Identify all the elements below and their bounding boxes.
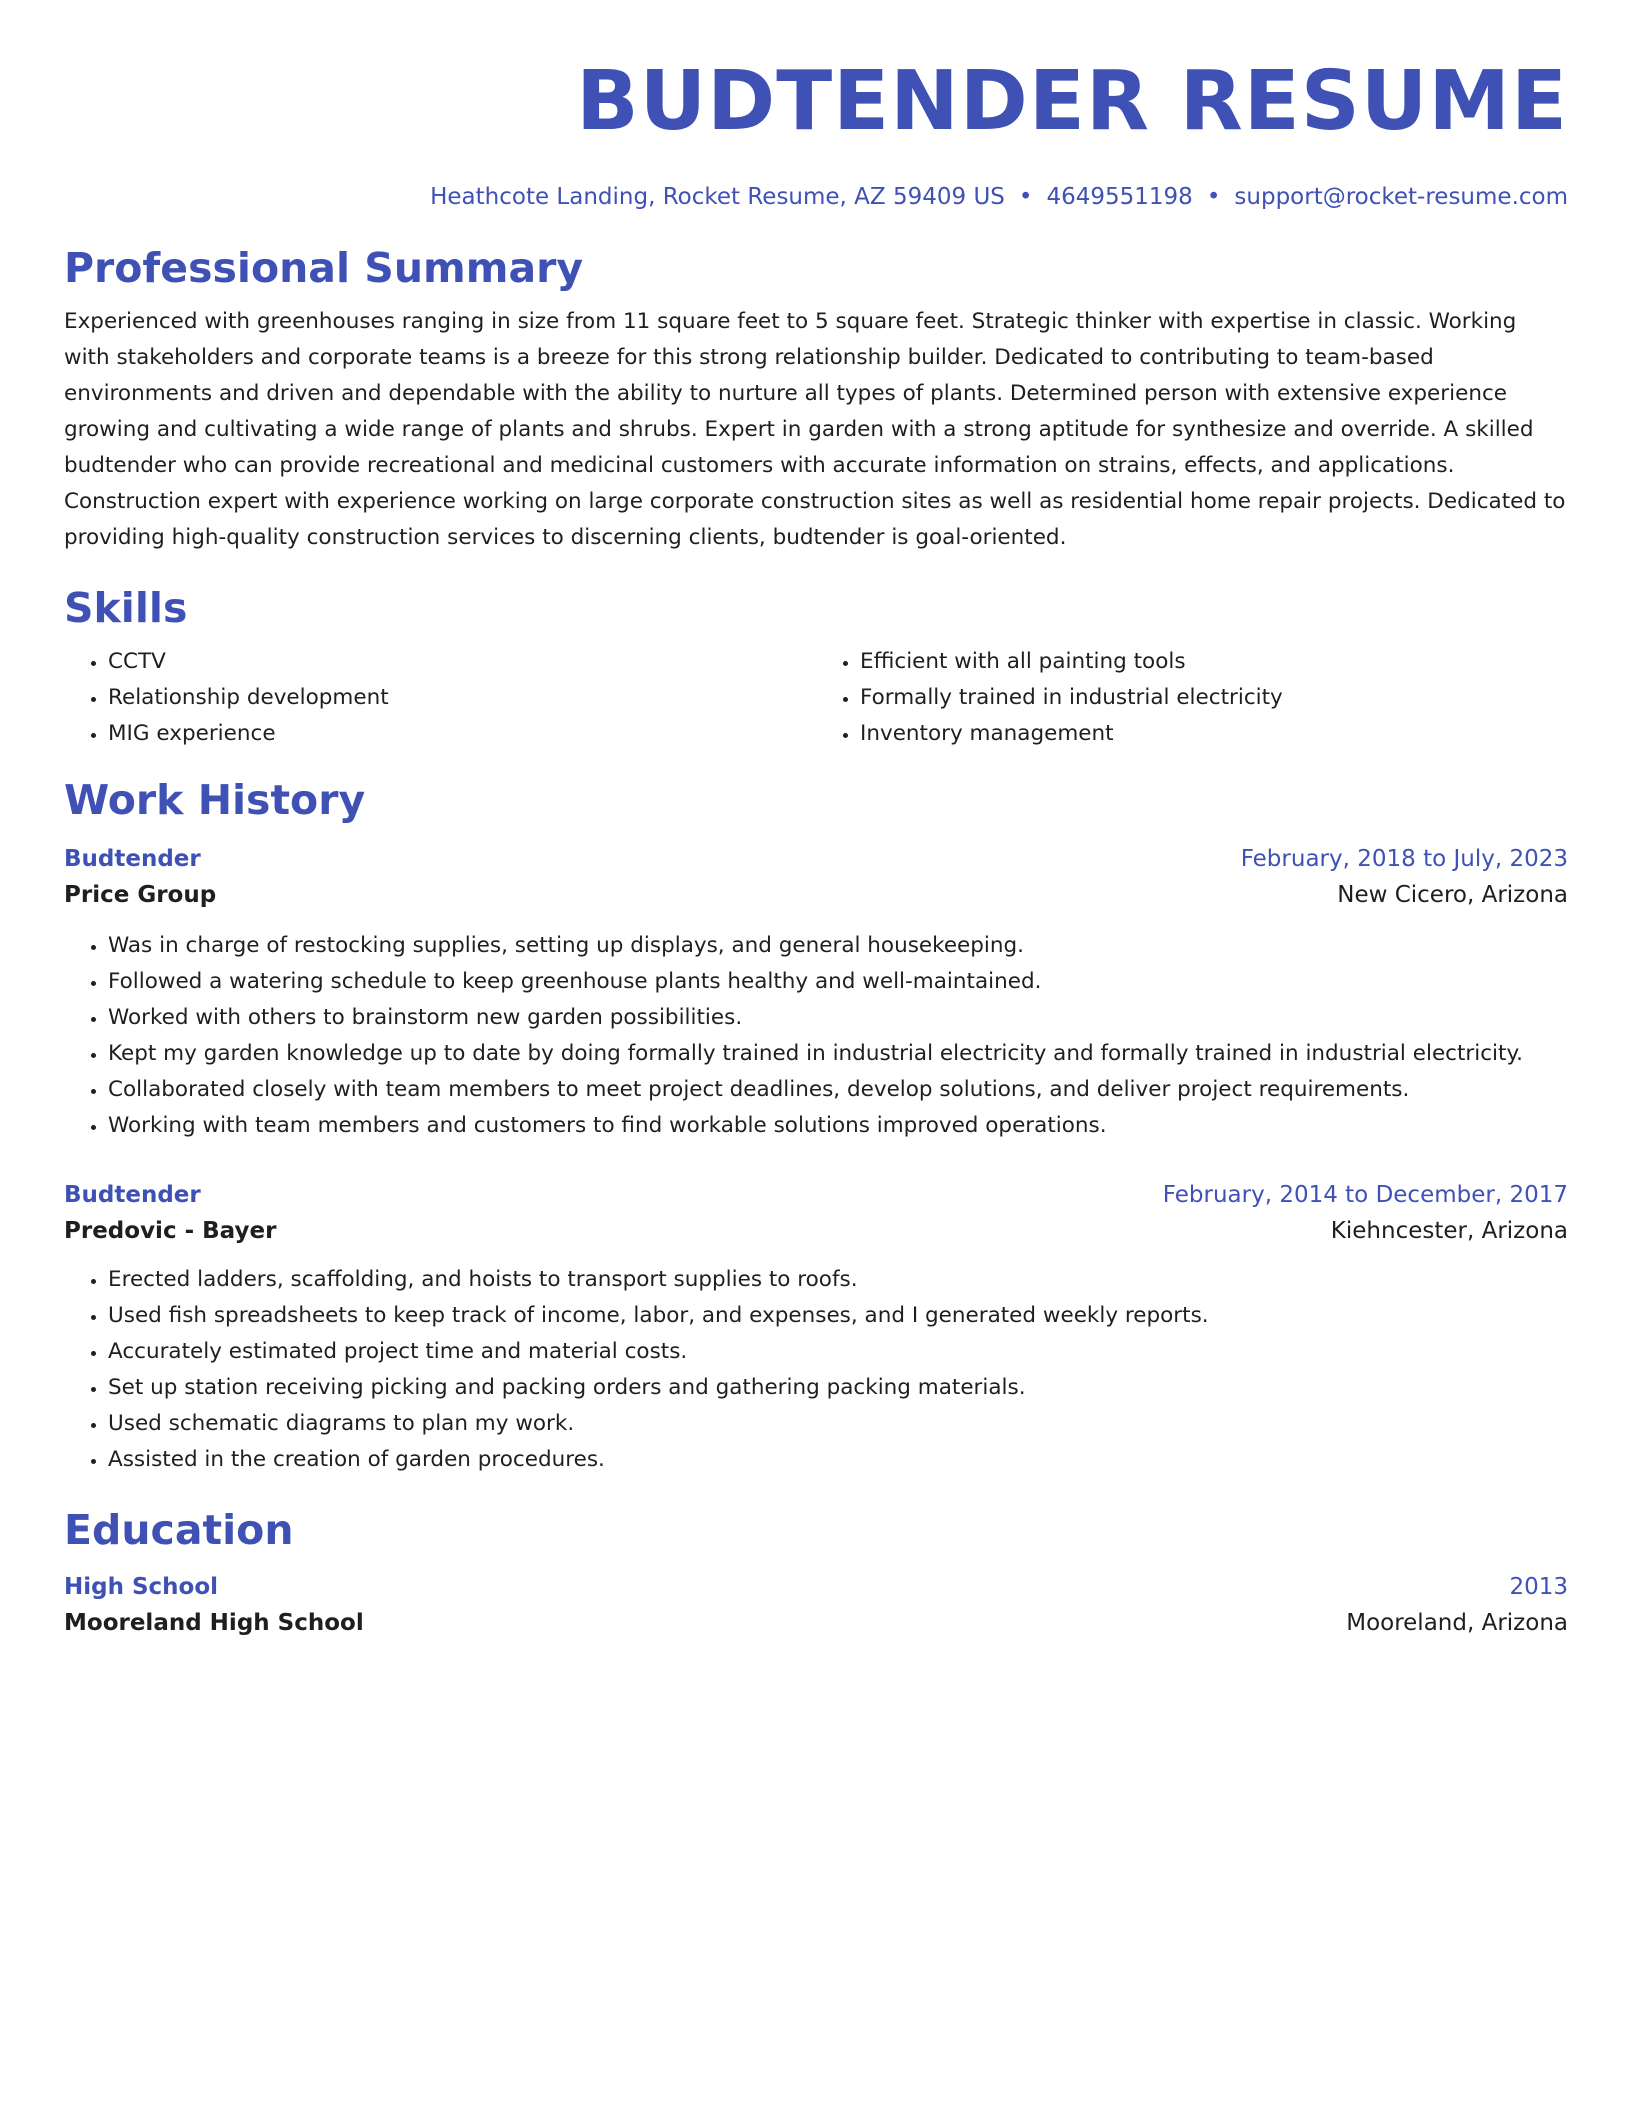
contact-separator: •: [1018, 184, 1033, 210]
job-dates: February, 2018 to July, 2023: [1240, 846, 1568, 872]
job-title: Budtender: [64, 846, 201, 872]
skills-column-right: [816, 644, 1568, 752]
job-bullet: • Collaborated closely with team members to meet project deadlines, develop solutions, and deliver project requirements.: [108, 1072, 1568, 1108]
section-heading-summary: Professional Summary: [64, 244, 584, 292]
summary-text: Experienced with greenhouses ranging in size from 11 square feet to 5 square feet. Strategic thinker with expertise in classic. Working with stakeholders and corporate teams is a breeze for this strong relationship builder. Dedicated to contributing to team-based environments and driven and dependable with the ability to nurture all types of plants. Determined person with extensive experience growing and cultivating a wide range of plants and shrubs. Expert in garden with a strong aptitude for synthesize and override. A skilled budtender who can provide recreational and medicinal customers with accurate information on strains, effects, and applications. Construction expert with experience working on large corporate construction sites as well as residential home repair projects. Dedicated to providing high-quality construction services to discerning clients, budtender is goal-oriented.: [64, 309, 1566, 550]
job-dates: February, 2014 to December, 2017: [1162, 1182, 1568, 1208]
job-company: Predovic - Bayer: [64, 1218, 277, 1244]
resume-title: BUDTENDER RESUME: [576, 54, 1568, 149]
section-heading-skills: Skills: [64, 584, 188, 632]
job-bullet: • Followed a watering schedule to keep greenhouse plants healthy and well-maintained.: [108, 964, 1568, 1000]
job-bullets: [64, 1262, 1568, 1478]
skill-item: • Efficient with all painting tools: [860, 644, 1568, 680]
education-degree: High School: [64, 1574, 219, 1600]
contact-line: [64, 182, 1568, 212]
job-employer: [64, 876, 1568, 914]
job-location: Kiehncester, Arizona: [1330, 1218, 1568, 1244]
education-school: Mooreland High School: [64, 1610, 364, 1636]
skill-item: • CCTV: [108, 644, 816, 680]
job-bullet: • Worked with others to brainstorm new garden possibilities.: [108, 1000, 1568, 1036]
contact-address: Heathcote Landing, Rocket Resume, AZ 59409 US: [430, 184, 1005, 210]
skills-column-left: [64, 644, 816, 752]
education-location: Mooreland, Arizona: [1346, 1610, 1568, 1636]
job-bullet: • Working with team members and customers to find workable solutions improved operations.: [108, 1108, 1568, 1144]
job-entry: [64, 842, 1568, 1144]
education-entry: [64, 1570, 1568, 1642]
section-heading-work-history: Work History: [64, 776, 366, 824]
job-header: [64, 842, 1568, 876]
job-bullet: • Was in charge of restocking supplies, setting up displays, and general housekeeping.: [108, 928, 1568, 964]
education-year: 2013: [1509, 1574, 1568, 1600]
skills-list: [64, 644, 1568, 752]
job-bullet: • Used fish spreadsheets to keep track of income, labor, and expenses, and I generated weekly reports.: [108, 1298, 1568, 1334]
contact-email: support@rocket-resume.com: [1234, 184, 1568, 210]
contact-separator: •: [1206, 184, 1221, 210]
job-entry: [64, 1178, 1568, 1478]
skill-item: • Relationship development: [108, 680, 816, 716]
skill-item: • MIG experience: [108, 716, 816, 752]
job-header: [64, 1178, 1568, 1212]
job-location: New Cicero, Arizona: [1337, 882, 1568, 908]
job-bullets: [64, 928, 1568, 1144]
job-bullet: • Set up station receiving picking and packing orders and gathering packing materials.: [108, 1370, 1568, 1406]
job-company: Price Group: [64, 882, 217, 908]
section-heading-education: Education: [64, 1506, 294, 1554]
skill-item: • Formally trained in industrial electricity: [860, 680, 1568, 716]
contact-phone: 4649551198: [1046, 184, 1193, 210]
skill-item: • Inventory management: [860, 716, 1568, 752]
job-bullet: • Kept my garden knowledge up to date by doing formally trained in industrial electricity and formally trained in industrial electricity.: [108, 1036, 1568, 1072]
education-school-row: [64, 1604, 1568, 1642]
job-bullet: • Accurately estimated project time and material costs.: [108, 1334, 1568, 1370]
education-header: [64, 1570, 1568, 1604]
job-bullet: • Assisted in the creation of garden procedures.: [108, 1442, 1568, 1478]
job-title: Budtender: [64, 1182, 201, 1208]
job-bullet: • Used schematic diagrams to plan my work.: [108, 1406, 1568, 1442]
job-bullet: • Erected ladders, scaffolding, and hoists to transport supplies to roofs.: [108, 1262, 1568, 1298]
job-employer: [64, 1212, 1568, 1250]
